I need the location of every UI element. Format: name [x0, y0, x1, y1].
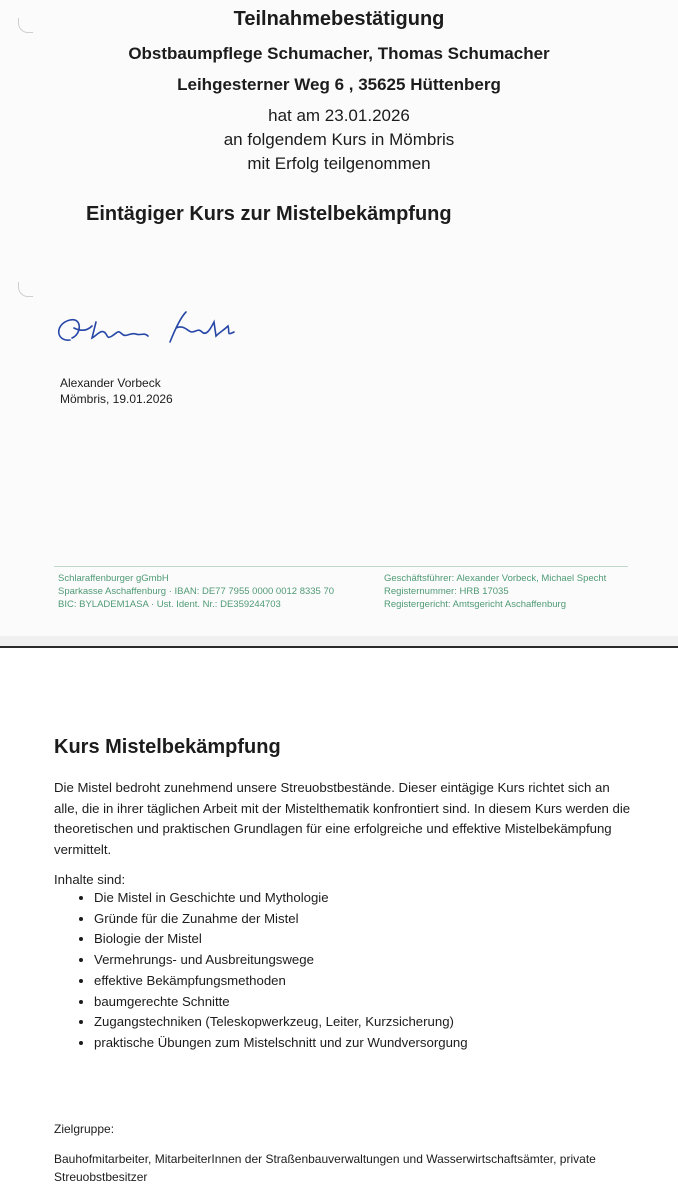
participant-company: Obstbaumpflege Schumacher, Thomas Schumacher — [128, 44, 550, 63]
target-group-text: Bauhofmitarbeiter, MitarbeiterInnen der Straßenbauverwaltungen und Wasserwirtschaftsämter, private Streuobstbesitzer — [54, 1152, 596, 1184]
list-item: • Gründe für die Zunahme der Mistel — [94, 909, 468, 930]
footer-bic: BIC: BYLADEM1ASA · Ust. Ident. Nr.: DE359244703 — [58, 599, 281, 610]
participation-date: hat am 23.01.2026 — [268, 106, 410, 125]
certificate-title: Teilnahmebestätigung — [233, 8, 445, 30]
list-item: • Vermehrungs- und Ausbreitungswege — [94, 950, 468, 971]
footer-left — [58, 572, 334, 611]
list-item: • Biologie der Mistel — [94, 929, 468, 950]
description-paragraph: Die Mistel bedroht zunehmend unsere Streuobstbestände. Dieser eintägige Kurs richtet sich an alle, die in ihrer täglichen Arbeit mit der Mistelthematik konfrontiert sind. In diesem Kurs werden die theoretischen und praktischen Grundlagen für eine erfolgreiche und effektive Mistelbekämpfung vermittelt. — [54, 780, 631, 857]
list-item: • baumgerechte Schnitte — [94, 992, 468, 1013]
list-item: • effektive Bekämpfungsmethoden — [94, 971, 468, 992]
punch-mark — [18, 282, 33, 297]
success-line: mit Erfolg teilgenommen — [247, 154, 431, 173]
footer-register-number: Registernummer: HRB 17035 — [384, 586, 509, 597]
target-group-label: Zielgruppe: — [54, 1122, 115, 1136]
course-title: Eintägiger Kurs zur Mistelbekämpfung — [86, 203, 452, 225]
footer-right — [384, 572, 606, 611]
list-item: • Die Mistel in Geschichte und Mythologie — [94, 888, 468, 909]
contents-list — [54, 888, 468, 1054]
page-separator — [0, 646, 678, 648]
signer-name: Alexander Vorbeck — [60, 376, 161, 390]
signer-place-date: Mömbris, 19.01.2026 — [60, 392, 173, 406]
signer-block — [60, 375, 173, 407]
footer-bank: Sparkasse Aschaffenburg · IBAN: DE77 7955 0000 0012 8335 70 — [58, 586, 335, 597]
page-gap — [0, 636, 678, 646]
description-heading: Kurs Mistelbekämpfung — [54, 736, 281, 758]
signature — [52, 302, 252, 354]
participant-address: Leihgesterner Weg 6 , 35625 Hüttenberg — [177, 75, 501, 94]
list-item: • praktische Übungen zum Mistelschnitt und zur Wundversorgung — [94, 1033, 468, 1054]
description-page — [0, 650, 678, 1197]
footer-register-court: Registergericht: Amtsgericht Aschaffenburg — [384, 599, 567, 610]
list-item: • Zugangstechniken (Teleskopwerkzeug, Leiter, Kurzsicherung) — [94, 1012, 468, 1033]
footer-managers: Geschäftsführer: Alexander Vorbeck, Michael Specht — [384, 573, 607, 584]
footer-company: Schlaraffenburger gGmbH — [58, 573, 169, 584]
course-location-line: an folgendem Kurs in Mömbris — [223, 130, 455, 149]
contents-label: Inhalte sind: — [54, 872, 126, 887]
footer-divider — [54, 566, 628, 567]
